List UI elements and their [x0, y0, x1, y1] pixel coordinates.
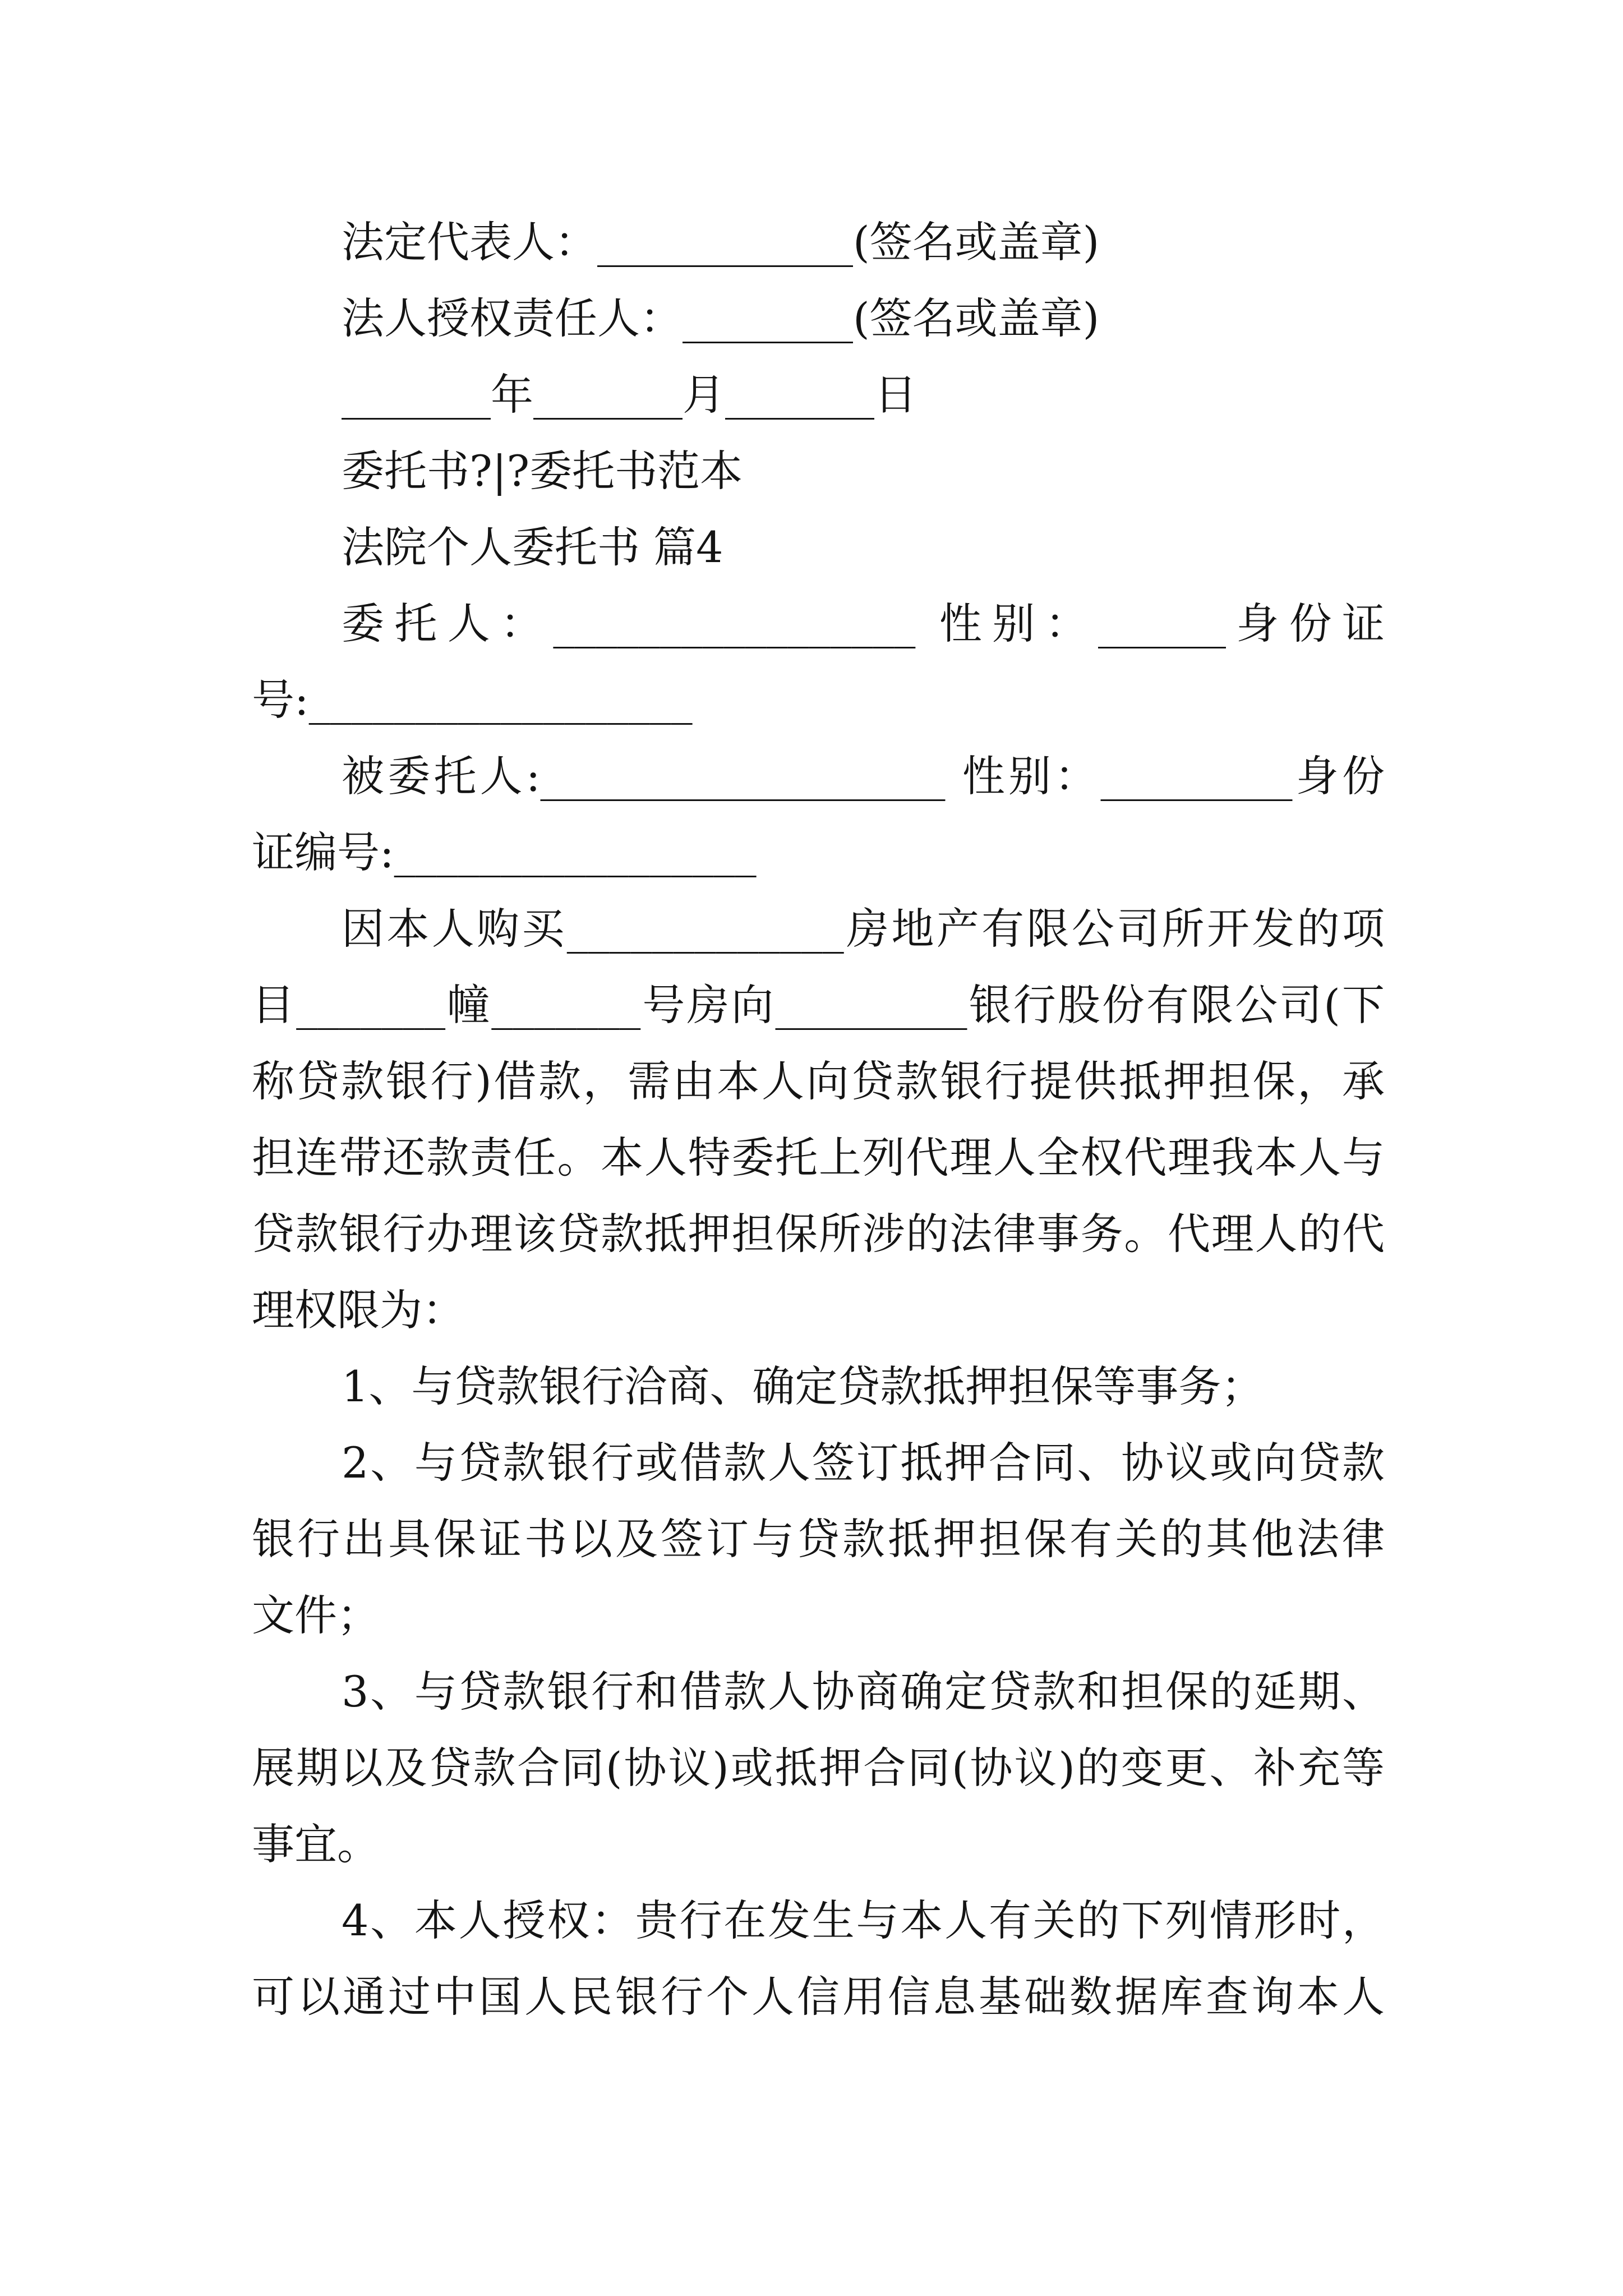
- principal-line: 委托人：_________________ 性别：______身份证: [342, 599, 1385, 648]
- item-3-line: 展期以及贷款合同(协议)或抵押合同(协议)的变更、补充等: [252, 1743, 1385, 1793]
- body-paragraph-line: 因本人购买_____________房地产有限公司所开发的项: [342, 904, 1385, 954]
- body-paragraph-line: 担连带还款责任。本人特委托上列代理人全权代理我本人与: [252, 1133, 1385, 1182]
- item-2-line: 文件；: [252, 1590, 380, 1640]
- body-paragraph-line: 贷款银行办理该贷款抵押担保所涉的法律事务。代理人的代: [252, 1209, 1385, 1259]
- agent-id-line: 证编号:_________________: [252, 827, 757, 877]
- item-2-line: 银行出具保证书以及签订与贷款抵押担保有关的其他法律: [252, 1514, 1385, 1564]
- document-title: 法院个人委托书 篇4: [342, 522, 723, 572]
- item-3-line: 3、与贷款银行和借款人协商确定贷款和担保的延期、: [342, 1667, 1385, 1717]
- body-paragraph-line: 目_______幢_______号房向_________银行股份有限公司(下: [252, 980, 1385, 1030]
- item-4-line: 4、本人授权：贵行在发生与本人有关的下列情形时，: [342, 1895, 1385, 1945]
- agent-line: 被委托人:___________________ 性别：_________身份: [342, 751, 1385, 801]
- principal-id-line: 号:__________________: [252, 675, 693, 725]
- legal-representative-line: 法定代表人：____________(签名或盖章): [342, 217, 1100, 267]
- item-2-line: 2、与贷款银行或借款人签订抵押合同、协议或向贷款: [342, 1438, 1385, 1488]
- item-4-line: 可以通过中国人民银行个人信用信息基础数据库查询本人: [252, 1972, 1385, 2022]
- authorized-person-line: 法人授权责任人：________(签名或盖章): [342, 293, 1100, 343]
- item-3-line: 事宜。: [252, 1819, 380, 1869]
- date-line: _______年_______月_______日: [342, 370, 917, 420]
- item-1-line: 1、与贷款银行洽商、确定贷款抵押担保等事务；: [342, 1361, 1264, 1411]
- body-paragraph-line: 称贷款银行)借款，需由本人向贷款银行提供抵押担保，承: [252, 1056, 1385, 1106]
- section-heading: 委托书?|?委托书范本: [342, 446, 743, 496]
- body-paragraph-line: 理权限为：: [252, 1285, 465, 1335]
